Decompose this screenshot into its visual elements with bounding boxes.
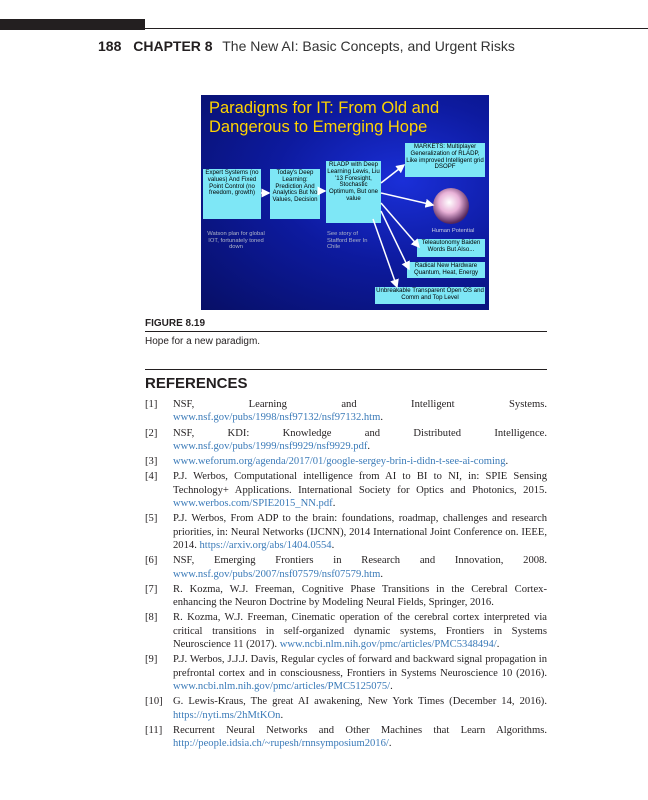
- reference-link[interactable]: http://people.idsia.ch/~rupesh/rnnsymposium2016/: [173, 738, 389, 750]
- reference-text: NSF, Emerging Frontiers in Research and Innovation, 2008.: [173, 555, 547, 567]
- reference-link[interactable]: www.weforum.org/agenda/2017/01/google-sergey-brin-i-didn-t-see-ai-coming: [173, 456, 506, 468]
- reference-link[interactable]: www.werbos.com/SPIE2015_NN.pdf: [173, 498, 333, 510]
- reference-punct: .: [332, 498, 336, 510]
- reference-number: [10]: [145, 696, 163, 708]
- reference-punct: .: [380, 568, 384, 580]
- reference-number: [7]: [145, 583, 158, 595]
- references-rule: [145, 369, 547, 370]
- box-rladp: RLADP with Deep Learning Lewis, Liu '13 Foresight, Stochastic Optimum, But one value: [326, 161, 381, 223]
- reference-punct: .: [496, 639, 500, 651]
- box-deep-learning: Today's Deep Learning: Prediction And Analytics But No Values, Decision: [270, 169, 320, 219]
- reference-text: NSF, KDI: Knowledge and Distributed Intelligence.: [173, 427, 547, 439]
- reference-item: [145, 611, 547, 651]
- reference-punct: .: [367, 440, 371, 452]
- arrow-rladp-to-unbreakable: [373, 219, 397, 287]
- reference-list: [145, 398, 547, 752]
- caption-rule: [145, 331, 547, 332]
- reference-link[interactable]: www.ncbi.nlm.nih.gov/pmc/articles/PMC5125075/: [173, 680, 391, 692]
- reference-number: [4]: [145, 471, 158, 483]
- reference-link[interactable]: www.nsf.gov/pubs/1999/nsf9929/nsf9929.pdf: [173, 440, 368, 452]
- reference-number: [3]: [145, 456, 158, 468]
- reference-punct: .: [388, 738, 392, 750]
- reference-punct: .: [280, 709, 284, 721]
- reference-text: P.J. Werbos, Computational intelligence from AI to BI to NI, in: SPIE Sensing Technology+ Applications. International Society for Optics and Photonics, 2015.: [173, 471, 547, 496]
- reference-number: [9]: [145, 654, 158, 666]
- figure-label: FIGURE 8.19: [145, 318, 206, 329]
- slide-title: Paradigms for IT: From Old and Dangerous to Emerging Hope: [209, 99, 440, 136]
- reference-punct: .: [331, 539, 335, 551]
- header-rule: [145, 28, 648, 29]
- reference-text: NSF, Learning and Intelligent Systems.: [173, 399, 547, 410]
- reference-link[interactable]: https://arxiv.org/abs/1404.0554: [199, 539, 332, 551]
- reference-text: R. Kozma, W.J. Freeman, Cognitive Phase Transitions in the Cerebral Cortex-enhancing the Neuron Doctrine by Modeling Neural Fields, Springer, 2016.: [173, 583, 547, 609]
- reference-text: R. Kozma, W.J. Freeman, Cinematic operation of the cerebral cortex interpreted via critical transitions in self-organized dynamic systems, Frontiers in Systems Neuroscience 11 (2017).: [173, 612, 547, 651]
- header-bar: [0, 19, 145, 30]
- page-number: 188: [98, 38, 122, 54]
- reference-item: [145, 512, 547, 552]
- reference-link[interactable]: www.ncbi.nlm.nih.gov/pmc/articles/PMC5348494/: [279, 639, 497, 651]
- reference-item: [145, 583, 547, 610]
- reference-item: [145, 554, 547, 581]
- reference-punct: .: [505, 456, 509, 468]
- reference-number: [11]: [145, 724, 163, 736]
- reference-text: P.J. Werbos, J.J.J. Davis, Regular cycles of forward and backward signal propagation in prefrontal cortex and in consciousness, Frontiers in Systems Neuroscience 10 (2016).: [173, 654, 547, 679]
- running-header: [98, 38, 515, 54]
- box-unbreakable: Unbreakable Transparent Open OS and Comm and Top Level: [375, 287, 485, 304]
- reference-item: [145, 724, 547, 751]
- reference-number: [2]: [145, 427, 158, 439]
- reference-item: [145, 427, 547, 454]
- text-watson: Watson plan for global IOT, fortunately toned down: [207, 231, 265, 251]
- figure-slide: [201, 95, 489, 310]
- arrow-rladp-to-human: [381, 193, 433, 205]
- reference-number: [6]: [145, 555, 158, 567]
- box-radical-hardware: Radical New Hardware Quantum, Heat, Energy: [407, 262, 485, 278]
- chapter-label: CHAPTER 8: [133, 38, 213, 54]
- figure-caption: Hope for a new paradigm.: [145, 336, 261, 347]
- reference-punct: .: [390, 680, 393, 692]
- reference-punct: .: [380, 412, 384, 424]
- reference-text: P.J. Werbos, From ADP to the brain: foundations, roadmap, challenges and research priorities, in: Neural Networks (IJCNN), 2014 International Joint Conference on. IEEE, 2014.: [173, 513, 547, 551]
- reference-text: Recurrent Neural Networks and Other Machines that Learn Algorithms.: [173, 724, 547, 736]
- reference-item: [145, 398, 547, 425]
- reference-number: [1]: [145, 399, 158, 410]
- reference-link[interactable]: www.nsf.gov/pubs/1998/nsf97132/nsf97132.htm: [173, 412, 381, 424]
- box-teleautonomy: Teleautonomy Baiden Words But Also...: [417, 239, 485, 257]
- box-markets: MARKETS: Multiplayer Generalization of RLADP, Like improved Intelligent grid DSOPF: [405, 143, 485, 177]
- reference-number: [5]: [145, 513, 158, 525]
- reference-item: [145, 455, 547, 468]
- chapter-title: The New AI: Basic Concepts, and Urgent Risks: [222, 38, 515, 54]
- references-heading: REFERENCES: [145, 375, 248, 392]
- reference-number: [8]: [145, 612, 158, 624]
- text-stafford: See story of Stafford Beer In Chile: [327, 231, 368, 251]
- reference-item: [145, 695, 547, 722]
- reference-text: G. Lewis-Kraus, The great AI awakening, New York Times (December 14, 2016).: [173, 696, 547, 708]
- reference-link[interactable]: https://nyti.ms/2hMtKOn: [173, 709, 281, 721]
- reference-link[interactable]: www.nsf.gov/pubs/2007/nsf07579/nsf07579.htm: [173, 568, 381, 580]
- reference-item: [145, 470, 547, 510]
- arrow-rladp-to-teleautonomy: [381, 203, 419, 247]
- text-human-potential: Human Potential: [431, 228, 475, 234]
- arrows: [201, 95, 489, 310]
- box-expert-systems: Expert Systems (no values) And Fixed Point Control (no freedom, growth): [203, 169, 261, 219]
- arrow-rladp-to-markets: [381, 165, 404, 183]
- reference-item: [145, 653, 547, 693]
